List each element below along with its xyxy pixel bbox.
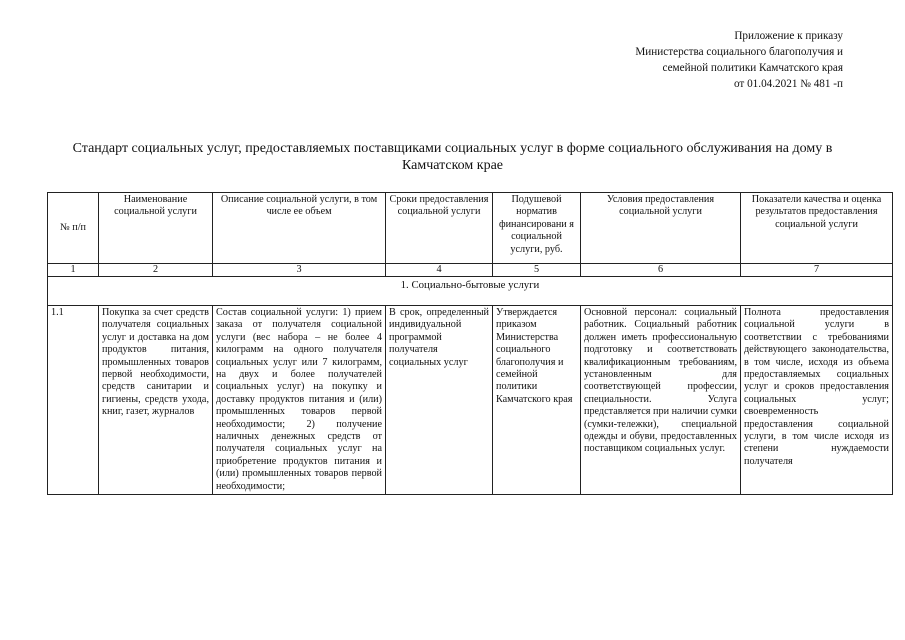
appendix-note bbox=[635, 28, 843, 92]
column-number: 6 bbox=[581, 264, 741, 277]
header-quality: Показатели качества и оценка результатов предоставления социальной услуги bbox=[741, 193, 893, 264]
appendix-line-1: Приложение к приказу bbox=[734, 30, 843, 42]
column-number: 5 bbox=[493, 264, 581, 277]
header-number: № п/п bbox=[48, 193, 99, 264]
table-row bbox=[48, 306, 893, 495]
header-description: Описание социальной услуги, в том числе ее объем bbox=[213, 193, 386, 264]
row-terms: В срок, определенный индивидуальной программой получателя социальных услуг bbox=[386, 306, 493, 495]
row-quality: Полнота предоставления социальной услуги в соответствии с требованиями действующего законодательства, в том числе, исходя из объема предоставляемых социальных услуг и сроков предоставления социальных услуг; своевременность предоставления социальной услуги, в том числе исходя из степени нуждаемости получателя bbox=[741, 306, 893, 495]
column-number: 2 bbox=[99, 264, 213, 277]
column-number: 7 bbox=[741, 264, 893, 277]
header-norm: Подушевой норматив финансировани я социальной услуги, руб. bbox=[493, 193, 581, 264]
row-norm: Утверждается приказом Министерства социального благополучия и семейной политики Камчатского края bbox=[493, 306, 581, 495]
column-number: 3 bbox=[213, 264, 386, 277]
header-service-name: Наименование социальной услуги bbox=[99, 193, 213, 264]
appendix-line-4: от 01.04.2021 № 481 -п bbox=[733, 78, 843, 90]
appendix-line-2: Министерства социального благополучия и bbox=[635, 46, 843, 58]
column-number-row bbox=[48, 264, 893, 277]
services-standard-table bbox=[47, 192, 893, 495]
row-conditions: Основной персонал: социальный работник. Социальный работник должен иметь профессиональную подготовку и соответствовать квалификационным требованиям, установленным для соответствующей профессии, специальности. Услуга представляется при наличии сумки (сумки-тележки), специальной одежды и обуви, предоставленных поставщиком социальных услуг. bbox=[581, 306, 741, 495]
appendix-line-3: семейной политики Камчатского края bbox=[662, 62, 843, 74]
section-title: 1. Социально-бытовые услуги bbox=[48, 277, 893, 306]
row-description: Состав социальной услуги: 1) прием заказа от получателя социальной услуги (вес набора – не более 4 килограмм на одного получателя социальных услуг или 7 килограмм, на двух и более получателей социальных услуг) на покупку и доставку продуктов питания и (или) промышленных товаров первой необходимости; 2) получение наличных денежных средств от получателя социальных услуг на приобретение продуктов питания и (или) промышленных товаров первой необходимости; bbox=[213, 306, 386, 495]
header-terms: Сроки предоставления социальной услуги bbox=[386, 193, 493, 264]
row-number: 1.1 bbox=[48, 306, 99, 495]
row-service-name: Покупка за счет средств получателя социальных услуг и доставка на дом продуктов питания, промышленных товаров первой необходимости, средств санитарии и гигиены, средств ухода, книг, газет, журналов bbox=[99, 306, 213, 495]
column-number: 1 bbox=[48, 264, 99, 277]
table-header-row bbox=[48, 193, 893, 264]
document-title: Стандарт социальных услуг, предоставляемых поставщиками социальных услуг в форме социального обслуживания на дому в Камчатском крае bbox=[72, 141, 833, 173]
section-row bbox=[48, 277, 893, 306]
header-conditions: Условия предоставления социальной услуги bbox=[581, 193, 741, 264]
column-number: 4 bbox=[386, 264, 493, 277]
